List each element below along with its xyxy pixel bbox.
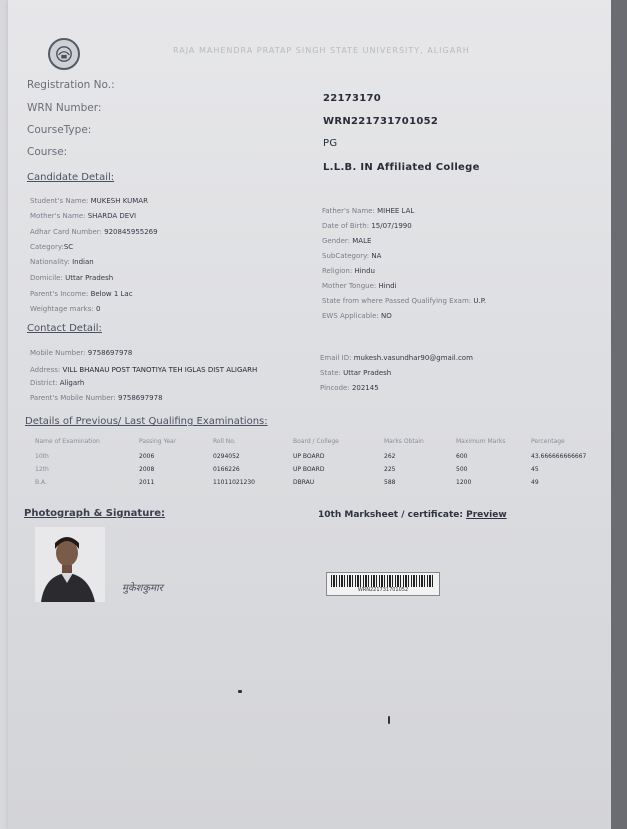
state: State: Uttar Pradesh xyxy=(320,369,392,377)
column-header: Roll No. xyxy=(213,438,236,445)
candidate-field: Mother Tongue: Hindi xyxy=(322,282,397,290)
contact-detail-heading: Contact Detail: xyxy=(27,323,102,334)
marksheet-label: 10th Marksheet / certificate: xyxy=(318,510,463,520)
registration-label: Registration No.: xyxy=(27,79,115,91)
document-page xyxy=(8,0,611,829)
column-header: Board / College xyxy=(293,438,339,445)
university-title: RAJA MAHENDRA PRATAP SINGH STATE UNIVERSITY, ALIGARH xyxy=(173,46,470,55)
candidate-field: Weightage marks: 0 xyxy=(30,305,101,313)
email-id: Email ID: mukesh.vasundhar90@gmail.com xyxy=(320,354,473,362)
exams-header-row xyxy=(35,438,611,453)
university-emblem-icon xyxy=(48,38,80,70)
candidate-field: Father's Name: MIHEE LAL xyxy=(322,207,415,215)
candidate-field: Date of Birth: 15/07/1990 xyxy=(322,222,412,230)
speck xyxy=(238,690,242,693)
column-header: Maximum Marks xyxy=(456,438,506,445)
candidate-field: Mother's Name: SHARDA DEVI xyxy=(30,212,137,220)
exams-table xyxy=(35,438,611,492)
address: Address: VILL BHANAU POST TANOTIYA TEH IGLAS DIST ALIGARH xyxy=(30,366,258,374)
candidate-field: Adhar Card Number: 920845955269 xyxy=(30,228,158,236)
course-value: L.L.B. IN Affiliated College xyxy=(323,162,480,173)
column-header: Marks Obtain xyxy=(384,438,424,445)
course-label: Course: xyxy=(27,146,68,158)
candidate-field: Student's Name: MUKESH KUMAR xyxy=(30,197,148,205)
table-row: 12th 2008 0166226 UP BOARD 225 500 45 xyxy=(35,466,539,473)
candidate-field: SubCategory: NA xyxy=(322,252,382,260)
signature: मुकेशकुमार xyxy=(122,583,163,594)
barcode-bars xyxy=(331,575,435,587)
column-header: Passing Year xyxy=(139,438,177,445)
candidate-field: Domicile: Uttar Pradesh xyxy=(30,274,114,282)
candidate-field: Parent's Income: Below 1 Lac xyxy=(30,290,133,298)
photo-signature-heading: Photograph & Signature: xyxy=(24,508,166,519)
candidate-detail-heading: Candidate Detail: xyxy=(27,172,115,183)
barcode-text: WRN221731701052 xyxy=(357,587,409,593)
candidate-photo xyxy=(35,527,105,602)
column-header: Percentage xyxy=(531,438,565,445)
wrn-value: WRN221731701052 xyxy=(323,116,439,127)
candidate-field: EWS Applicable: NO xyxy=(322,312,392,320)
page-edge xyxy=(611,0,627,829)
course-type-label: CourseType: xyxy=(27,124,92,136)
marksheet-row xyxy=(318,510,507,520)
speck xyxy=(388,716,390,724)
table-row: 10th 2006 0294052 UP BOARD 262 600 43.666666666667 xyxy=(35,453,587,460)
registration-value: 22173170 xyxy=(323,93,382,104)
mobile-number: Mobile Number: 9758697978 xyxy=(30,349,133,357)
candidate-field: Religion: Hindu xyxy=(322,267,375,275)
preview-link[interactable]: Preview xyxy=(466,510,507,520)
column-header: Name of Examination xyxy=(35,438,100,445)
candidate-field: Nationality: Indian xyxy=(30,258,94,266)
candidate-field: Category:SC xyxy=(30,243,74,251)
candidate-field: State from where Passed Qualifying Exam: U.P. xyxy=(322,297,487,305)
course-type-value: PG xyxy=(323,138,338,149)
exams-heading: Details of Previous/ Last Qualifing Examinations: xyxy=(25,416,268,427)
pincode: Pincode: 202145 xyxy=(320,384,379,392)
barcode xyxy=(326,572,440,596)
table-row: B.A. 2011 11011021230 DBRAU 588 1200 49 xyxy=(35,479,539,486)
candidate-field: Gender: MALE xyxy=(322,237,372,245)
district: District: Aligarh xyxy=(30,379,85,387)
wrn-label: WRN Number: xyxy=(27,102,102,114)
parent-mobile-number: Parent's Mobile Number: 9758697978 xyxy=(30,394,163,402)
